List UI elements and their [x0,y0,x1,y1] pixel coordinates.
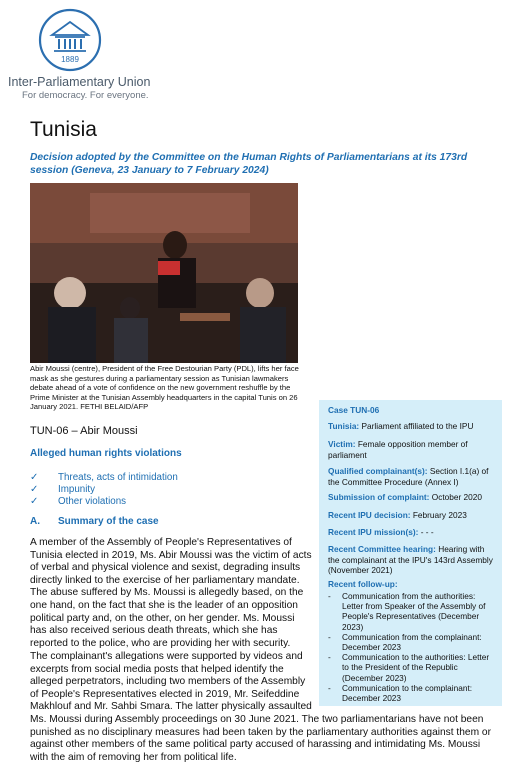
case-heading: TUN-06 – Abir Moussi [30,425,138,437]
followup-label: Recent follow-up: [328,579,398,589]
logo-year: 1889 [61,55,79,64]
list-item: - Communication to the authorities: Letter to the President of the Republic (December 2023) [328,652,490,683]
case-photo [30,183,298,363]
case-box-mission [328,527,496,538]
case-box-submission [328,492,496,503]
alleged-violations-heading: Alleged human rights violations [30,448,182,459]
victim-value: Female opposition member of parliament [328,439,468,460]
case-box-victim [328,439,496,460]
case-box-decision [328,510,496,521]
check-icon: ✓ [30,496,39,507]
hearing-label: Recent Committee hearing: [328,544,436,554]
case-box-complainant [328,466,496,487]
case-box-hearing [328,544,496,576]
case-box-title: Case TUN-06 [328,405,380,415]
mission-value: - - - [420,527,434,537]
summary-paragraph-2: The complainant's allegations were supported by videos and excerpts from social media posts that helped identify the alleged perpetrators, including two members of the Assembly of People's Representatives elected in 2019, Mr. Seifeddine Makhlouf and Mr. Sahbi Smara. The latter physically assaulted [30,651,312,713]
violations-list [30,472,178,508]
qc-label: Qualified complainant(s): [328,466,428,476]
list-item: - Communication from the authorities: Letter from Speaker of the Assembly of People's Representatives (December 2023) [328,591,486,632]
case-box-tunisia [328,421,496,432]
check-icon: ✓ [30,472,39,483]
decision-label: Recent IPU decision: [328,510,411,520]
hearing-value: Hearing with the complainant at the IPU's 143rd Assembly (November 2021) [328,544,493,575]
submission-value: October 2020 [431,492,483,502]
list-item: ✓ Threats, acts of intimidation [30,472,178,483]
summary-paragraph-1: A member of the Assembly of People's Representatives of Tunisia elected in 2019, Ms. Abir Moussi was the victim of acts of verbal and physical violence and sexist, degrading insults directly linked to the exercise of her parliamentary mandate. The abuse suffered by Ms. Moussi is allegedly based, on the one hand, on the fact that she is the leader of an opposition political party and, on the other, on her gender. Ms. Moussi has also received serious death threats, which she has reported to the police, who are providing her with security. [30,537,312,649]
summary-paragraph-3: Ms. Moussi during Assembly proceedings on 30 June 2021. The two parliamentarians have not been punished as no disciplinary measures had been taken by the parliamentary authorities against them or against other members of the same political party accused of harassing and intimidating Ms. Moussi with the aim of removing her from political life. [30,714,491,763]
decision-value: February 2023 [412,510,467,520]
summary-heading: A. Summary of the case [30,516,159,527]
page-title: Tunisia [30,118,97,141]
submission-label: Submission of complaint: [328,492,430,502]
victim-label: Victim: [328,439,356,449]
decision-subtitle: Decision adopted by the Committee on the Human Rights of Parliamentarians at its 173rd session (Geneva, 23 January to 7 February 2024) [30,152,468,176]
followup-list [328,591,498,703]
photo-caption: Abir Moussi (centre), President of the Free Destourian Party (PDL), lifts her face mask as she gestures during a parliamentary session as Tunisian lawmakers debate ahead of a vote of confidence on the new government reshuffle by the Prime Minister at the Tunisian Assembly headquarters in the capital Tunis on 26 January 2021. FETHI BELAID/AFP [30,364,299,411]
list-item: ✓ Other violations [30,496,127,507]
ipu-logo [38,8,102,72]
list-item: ✓ Impunity [30,484,96,495]
ipu-logo-icon [38,8,102,72]
list-item: - Communication from the complainant: December 2023 [328,631,482,653]
org-name: Inter-Parliamentary Union [8,75,151,89]
list-item: - Communication to the complainant: December 2023 [328,682,473,704]
mission-label: Recent IPU mission(s): [328,527,419,537]
check-icon: ✓ [30,484,39,495]
org-tagline: For democracy. For everyone. [22,90,149,101]
tunisia-value: Parliament affiliated to the IPU [361,421,474,431]
tunisia-label: Tunisia: [328,421,360,431]
qc-value: Section I.1(a) of the Committee Procedure (Annex I) [328,466,489,487]
